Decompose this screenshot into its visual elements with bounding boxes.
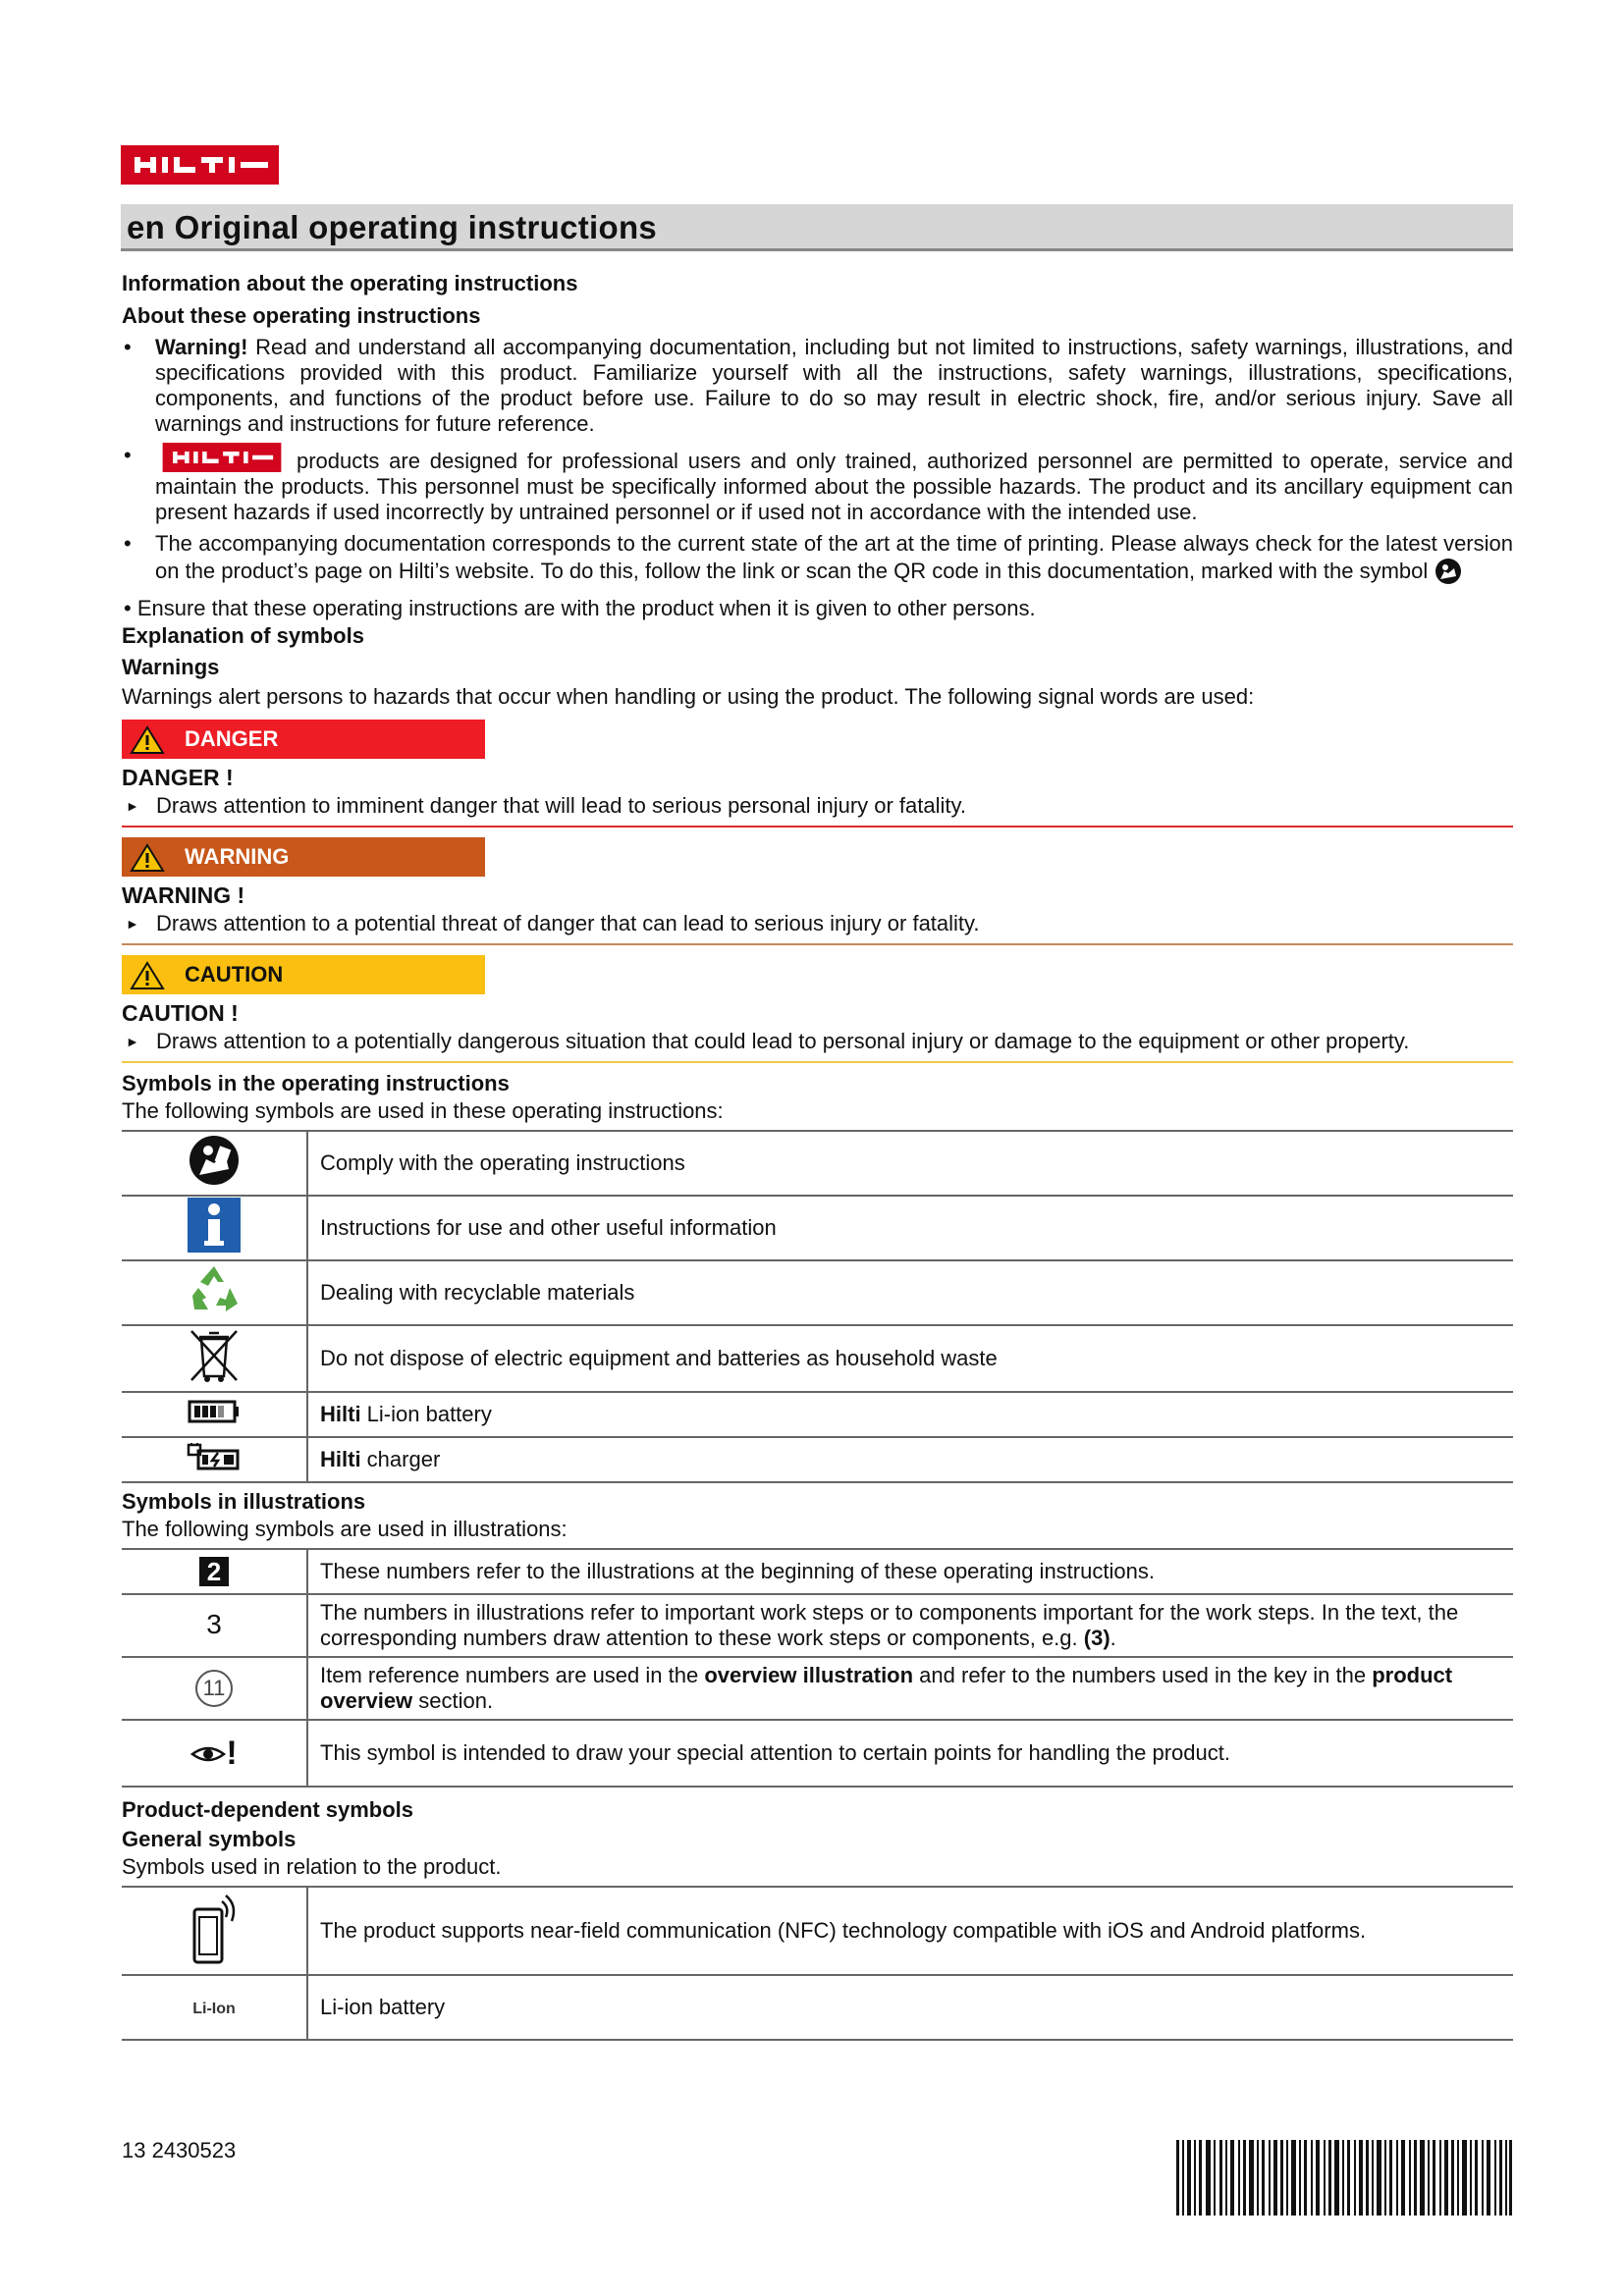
item-reference-icon: 11 [195,1670,233,1707]
table-row [122,1657,1513,1720]
table-row [122,1594,1513,1657]
table-row [122,1975,1513,2040]
symbol-description: Item reference numbers are used in the overview illustration and refer to the numbers used in the key in the product overview section. [307,1657,1513,1720]
recycle-icon [187,1262,242,1317]
symbol-description: The product supports near-field communication (NFC) technology compatible with iOS and Android platforms. [307,1887,1513,1975]
operating-symbols-table [122,1130,1513,1483]
warning-triangle-icon [130,725,165,755]
bullet-list [122,335,1513,586]
symbol-description: Hilti charger [307,1437,1513,1482]
general-intro: Symbols used in relation to the product. [122,1854,502,1879]
symbols-op-intro: The following symbols are used in these operating instructions: [122,1098,724,1123]
warning-banner: WARNING [122,837,485,877]
symbol-description: The numbers in illustrations refer to important work steps or to components important for the work steps. In the text, the corresponding numbers draw attention to these work steps or components, e.g. (3). [307,1594,1513,1657]
info-heading: Information about the operating instructions [122,271,578,295]
list-item: • Warning! Read and understand all accompanying documentation, including but not limited to instructions, safety warnings, illustrations, and specifications provided with this product. Familiarize yourself with all the instructions, safety warnings, illustrations, specifications, components, and functions of the product before use. Failure to do so may result in electric shock, fire, and/or serious injury. Save all warnings and instructions for future reference. [124,335,1513,436]
symbols-op-heading: Symbols in the operating instructions [122,1071,510,1095]
symbol-description: Dealing with recyclable materials [307,1260,1513,1325]
table-row [122,1720,1513,1787]
warnings-intro: Warnings alert persons to hazards that occur when handling or using the product. The following signal words are used: [122,684,1255,709]
table-row [122,1549,1513,1594]
symbol-description: Do not dispose of electric equipment and batteries as household waste [307,1325,1513,1392]
warning-label: Warning! [155,335,248,359]
illustration-symbols-table [122,1548,1513,1788]
page-title: en Original operating instructions [121,204,1513,251]
eye-attention-icon [190,1742,226,1766]
explanation-heading: Explanation of symbols [122,623,364,648]
table-row [122,1131,1513,1196]
about-heading: About these operating instructions [122,303,481,328]
hilti-inline-logo [155,443,289,472]
warnings-heading: Warnings [122,655,220,679]
read-manual-icon [188,1134,241,1187]
step-number-icon: 3 [206,1609,222,1639]
caution-banner: CAUTION [122,955,485,994]
barcode [1176,2140,1512,2216]
warning-triangle-icon [130,843,165,873]
caution-description: ► Draws attention to a potentially dangerous situation that could lead to personal injury or damage to the equipment or other property. [122,1028,1513,1063]
warning-description: ► Draws attention to a potential threat of danger that can lead to serious injury or fatality. [122,910,1513,945]
danger-title: DANGER ! [122,765,234,790]
main-content [122,269,1513,2041]
caution-title: CAUTION ! [122,1000,239,1026]
symbol-description: Comply with the operating instructions [307,1131,1513,1196]
table-row [122,1887,1513,1975]
crossed-bin-icon [188,1327,241,1384]
symbol-description: Instructions for use and other useful information [307,1196,1513,1260]
ensure-text: • Ensure that these operating instructions are with the product when it is given to other persons. [124,596,1036,620]
warning-triangle-icon [130,961,165,990]
danger-banner: DANGER [122,720,485,759]
symbols-ill-heading: Symbols in illustrations [122,1489,366,1514]
product-heading: Product-dependent symbols [122,1797,414,1822]
general-heading: General symbols [122,1827,297,1851]
symbol-description: These numbers refer to the illustrations at the beginning of these operating instructions. [307,1549,1513,1594]
personnel-text: products are designed for professional users and only trained, authorized personnel are permitted to operate, service and maintain the products. This personnel must be specifically informed about the possible hazards. The product and its ancillary equipment can present hazards if used incorrectly by untrained personnel or if used not in accordance with the intended use. [155,449,1513,524]
danger-description: ► Draws attention to imminent danger that will lead to serious personal injury or fatality. [122,792,1513,828]
svg-text:HILTI: HILTI [199,181,204,183]
table-row [122,1437,1513,1482]
symbol-description: Li-ion battery [307,1975,1513,2040]
table-row [122,1260,1513,1325]
list-item: • The accompanying documentation corresponds to the current state of the art at the time of printing. Please always check for the latest version on the product’s page on Hilti’s website. To do this, follow the link or scan the QR code in this documentation, marked with the symbol [122,531,1513,586]
charger-icon [187,1443,242,1470]
symbols-ill-intro: The following symbols are used in illustrations: [122,1517,568,1541]
product-symbols-table [122,1886,1513,2041]
info-icon [188,1198,241,1253]
battery-icon [188,1400,241,1423]
table-row [122,1392,1513,1437]
documentation-text: The accompanying documentation corresponds to the current state of the art at the time of printing. Please always check for the latest version on the product’s page on Hilti’s website. To do this, follow the link or scan the QR code in this documentation, marked with the symbol [155,531,1513,583]
nfc-phone-icon [187,1890,242,1966]
figure-number-icon: 2 [199,1557,229,1586]
table-row [122,1196,1513,1260]
table-row [122,1325,1513,1392]
hilti-logo [121,145,279,185]
symbol-description: This symbol is intended to draw your special attention to certain points for handling the product. [307,1720,1513,1787]
li-ion-icon: Li-Ion [192,2000,236,2017]
list-item: • products are designed for professional users and only trained, authorized personnel are permitted to operate, service and maintain the products. This personnel must be specifically informed about the possible hazards. The product and its ancillary equipment can present hazards if used incorrectly by untrained personnel or if used not in accordance with the intended use. [124,443,1513,524]
warning-text: Read and understand all accompanying documentation, including but not limited to instructions, safety warnings, illustrations, and specifications provided with this product. Familiarize yourself with all the instructions, safety warnings, illustrations, specifications, components, and functions of the product before use. Failure to do so may result in electric shock, fire, and/or serious injury. Save all warnings and instructions for future reference. [155,335,1513,436]
attention-mark: ! [226,1735,238,1773]
symbol-description: Hilti Li-ion battery [307,1392,1513,1437]
warning-title: WARNING ! [122,882,245,908]
read-manual-icon [1434,557,1463,586]
page-footer: 13 2430523 [122,2138,237,2163]
